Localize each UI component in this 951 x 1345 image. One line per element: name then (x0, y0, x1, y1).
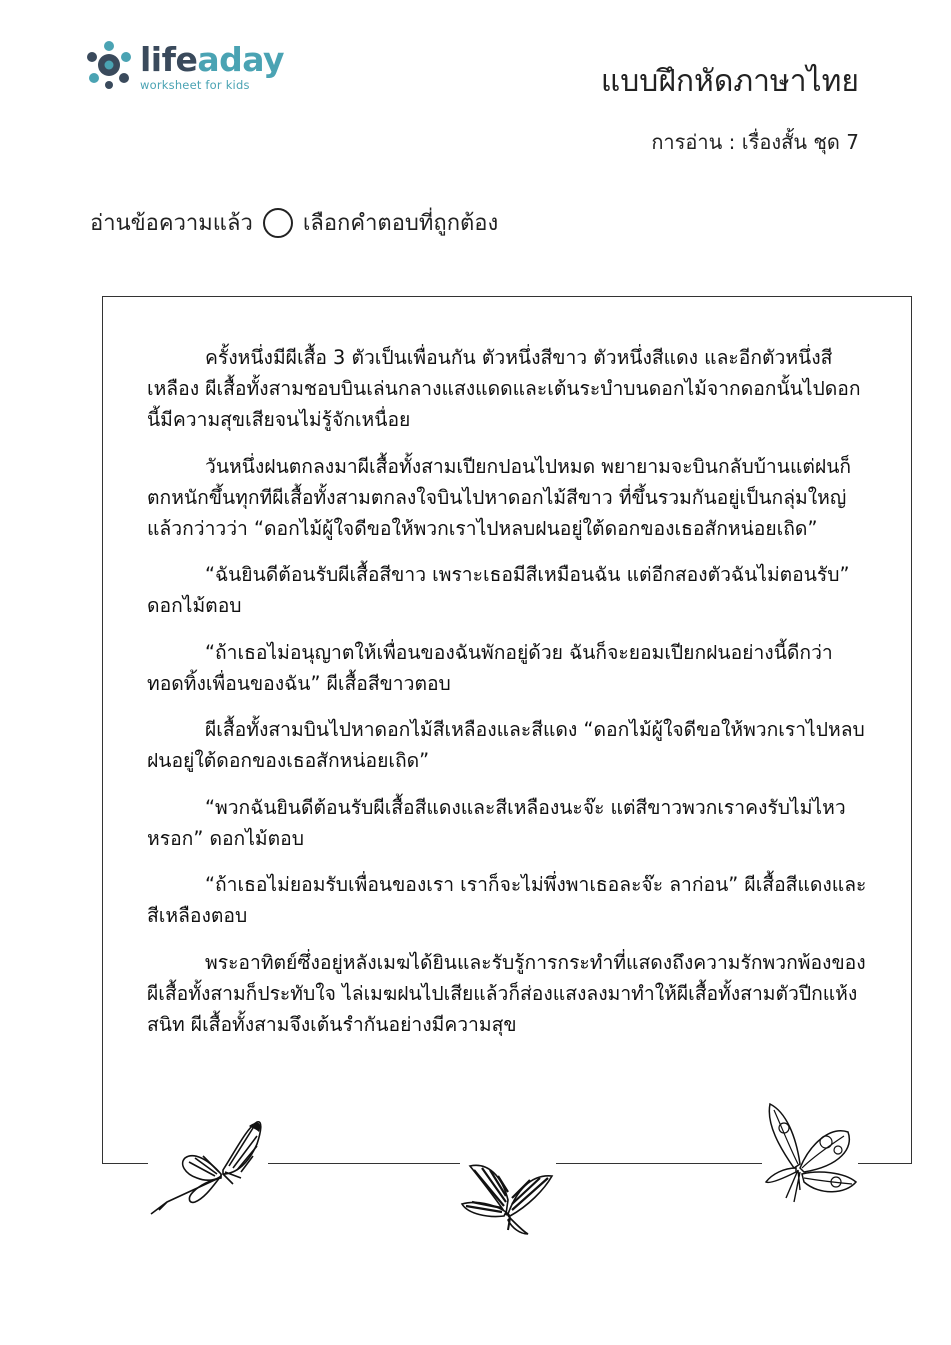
story-paragraph: ครั้งหนึ่งมีผีเสื้อ 3 ตัวเป็นเพื่อนกัน ตัวหนึ่งสีขาว ตัวหนึ่งสีแดง และอีกตัวหนึ่งสีเหลือง ผีเสื้อทั้งสามชอบบินเล่นกลางแสงแดดและเต้นระบำบนดอกไม้จากดอกนั้นไปดอกนี้มีความสุขเสียจนไม่รู้จักเหนื่อย (147, 346, 861, 431)
story-paragraph: วันหนึ่งฝนตกลงมาผีเสื้อทั้งสามเปียกปอนไปหมด พยายามจะบินกลับบ้านแต่ฝนก็ตกหนักขึ้นทุกทีผีเสื้อทั้งสามตกลงใจบินไปหาดอกไม้สีขาว ที่ขึ้นรวมกันอยู่เป็นกลุ่มใหญ่ แล้วกว่าวว่า “ดอกไม้ผู้ใจดีขอให้พวกเราไปหลบฝนอยู่ใต้ดอกของเธอสักหน่อยเถิด” (147, 454, 852, 540)
instruction-text-before: อ่านข้อความแล้ว (90, 211, 253, 236)
frame-top-border (102, 296, 912, 297)
story-paragraph: “พวกฉันยินดีต้อนรับผีเสื้อสีแดงและสีเหลืองนะจ๊ะ แต่สีขาวพวกเราคงรับไม่ไหวหรอก” ดอกไม้ตอบ (147, 795, 846, 850)
frame-bottom-border-segment (102, 1163, 148, 1164)
logo-word-part2: aday (197, 40, 285, 79)
story-paragraph: ผีเสื้อทั้งสามบินไปหาดอกไม้สีเหลืองและสีแดง “ดอกไม้ผู้ใจดีขอให้พวกเราไปหลบฝนอยู่ใต้ดอกของเธอสักหน่อยเถิด” (147, 718, 865, 772)
frame-left-border (102, 296, 103, 1164)
page-subtitle: การอ่าน : เรื่องสั้น ชุด 7 (651, 130, 859, 154)
logo-wordmark (140, 40, 284, 80)
story-paragraph: “ถ้าเธอไม่ยอมรับเพื่อนของเรา เราก็จะไม่พึ่งพาเธอละจ๊ะ ลาก่อน” ผีเสื้อสีแดงและสีเหลืองตอบ (147, 873, 867, 927)
logo-word-part1: life (140, 40, 198, 79)
logo-tagline: worksheet for kids (140, 78, 250, 92)
butterfly-right-icon (760, 1098, 862, 1204)
circle-answer-icon (263, 208, 293, 238)
butterfly-left-icon (145, 1118, 270, 1218)
story-text (147, 342, 867, 1055)
frame-bottom-border-segment (858, 1163, 912, 1164)
site-logo (84, 38, 284, 94)
story-paragraph: “ถ้าเธอไม่อนุญาตให้เพื่อนของฉันพักอยู่ด้วย ฉันก็จะยอมเปียกฝนอย่างนี้ดีกว่าทอดทิ้งเพื่อนของฉัน” ผีเสื้อสีขาวตอบ (147, 640, 833, 695)
butterfly-center-icon (458, 1156, 558, 1236)
instruction-text-after: เลือกคำตอบที่ถูกต้อง (302, 211, 499, 236)
page-title: แบบฝึกหัดภาษาไทย (600, 64, 859, 99)
frame-bottom-border-segment (268, 1163, 460, 1164)
logo-mark-icon (84, 38, 136, 90)
instruction (90, 205, 498, 240)
story-paragraph: พระอาทิตย์ซึ่งอยู่หลังเมฆได้ยินและรับรู้การกระทำที่แสดงถึงความรักพวกพ้องของผีเสื้อทั้งสามก็ประทับใจ ไล่เมฆฝนไปเสียแล้วก็ส่องแสงลงมาทำให้ผีเสื้อทั้งสามตัวปีกแห้งสนิท ผีเสื้อทั้งสามจึงเต้นรำกันอย่างมีความสุข (147, 950, 866, 1036)
story-paragraph: “ฉันยินดีต้อนรับผีเสื้อสีขาว เพราะเธอมีสีเหมือนฉัน แต่อีกสองตัวฉันไม่ตอนรับ” ดอกไม้ตอบ (147, 563, 850, 617)
frame-bottom-border-segment (556, 1163, 762, 1164)
frame-right-border (911, 296, 912, 1164)
